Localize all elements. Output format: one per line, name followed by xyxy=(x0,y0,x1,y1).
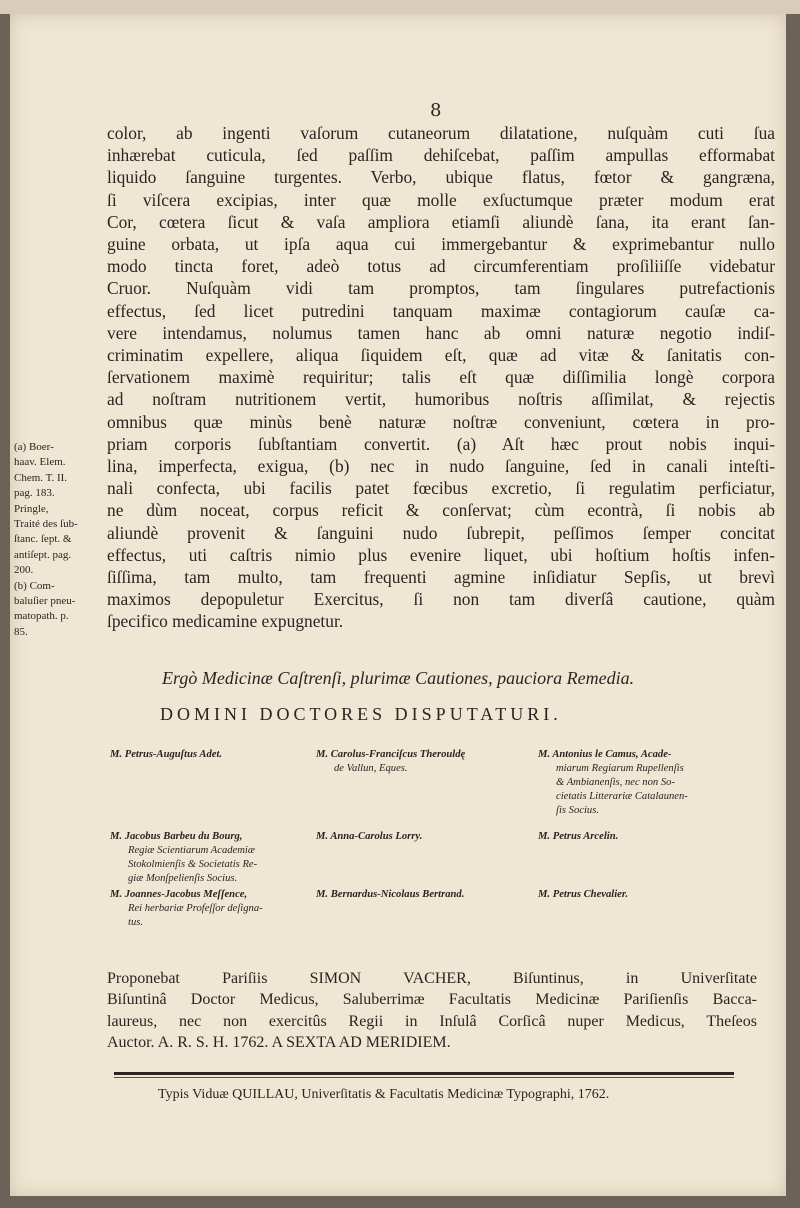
text-line: effectus, uti caſtris nimio plus evenire liquet, ubi hoſtium hoſtis infen- xyxy=(107,544,775,565)
text-line: modo tincta foret, adeò totus ad circumferentiam proſiliiſſe videbatur xyxy=(107,256,775,277)
text-line: ſervationem maximè requiritur; talis eſt quæ diſſimilia longè corpora xyxy=(107,367,775,388)
margin-note-line: haav. Elem. xyxy=(14,456,66,469)
doctor-title-line: de Vallun, Eques. xyxy=(334,763,408,774)
margin-note-line: matopath. p. xyxy=(14,610,69,623)
doctor-name: M. Petrus Arcelin. xyxy=(538,831,619,842)
text-line: priam corporis ſubſtantiam convertit. (a) Aſt hæc prout nobis inqui- xyxy=(107,433,775,454)
margin-note-line: 85. xyxy=(14,625,28,638)
text-line: nali confecta, ubi facilis patet fœcibus excretio, ſi regulatim perficiatur, xyxy=(107,478,775,499)
proponebat-paragraph xyxy=(107,968,757,1054)
text-line: aliundè provenit & ſanguini nudo ſubrepit, peſſimos ſemper concitat xyxy=(107,522,775,543)
doctor-title-line: ſis Socius. xyxy=(556,805,599,816)
doctor-name: M. Anna-Carolus Lorry. xyxy=(316,831,423,842)
doctor-name: M. Petrus Chevalier. xyxy=(538,889,629,900)
margin-note-line: (a) Boer- xyxy=(14,441,54,453)
divider-rule-thin xyxy=(114,1077,734,1078)
text-line: omnibus quæ minùs benè naturæ noſtræ conveniunt, cœtera in pro- xyxy=(107,411,775,432)
divider-rule xyxy=(114,1072,734,1075)
doctor-name: M. Carolus-Franciſcus Therouldę xyxy=(316,749,466,760)
text-line: lina, imperfecta, exigua, (b) nec in nudo ſanguine, ſed in canali inteſti- xyxy=(107,456,775,477)
doctor-name: M. Jacobus Barbeu du Bourg, xyxy=(110,831,243,842)
doctor-title-line: tus. xyxy=(128,917,144,928)
doctor-entry xyxy=(538,830,618,844)
text-line: Cor, cœtera ſicut & vaſa ampliora etiamſi aliundè ſana, ita erant ſan- xyxy=(107,211,775,232)
text-line: ſpecifico medicamine expugnetur. xyxy=(107,611,344,632)
doctor-title-line: Rei herbariæ Profeſſor deſigna- xyxy=(128,903,263,914)
text-line: ſiſſima, tam multo, tam frequenti agmine inſidiatur Sepſis, ut brevì xyxy=(107,567,775,588)
margin-note-line: Chem. T. II. xyxy=(14,471,68,484)
doctor-entry xyxy=(110,830,257,886)
text-line: liquido ſanguine turgentes. Verbo, ubique flatus, fœtor & gangræna, xyxy=(107,167,775,188)
text-line: vere intendamus, nolumus tamen hanc ab omni naturæ negotio indiſ- xyxy=(107,322,775,343)
main-body-text xyxy=(107,122,775,633)
proponebat-line: Biſuntinâ Doctor Medicus, Saluberrimæ Facultatis Medicinæ Pariſienſis Bacca- xyxy=(107,991,757,1009)
scan-top-edge xyxy=(0,0,800,14)
margin-note-line: pag. 183. xyxy=(14,487,55,500)
margin-footnotes xyxy=(14,440,108,640)
doctor-entry xyxy=(316,748,465,776)
doctor-entry xyxy=(316,888,464,902)
doctor-entry xyxy=(538,888,628,902)
margin-note-line: baluſier pneu- xyxy=(14,595,76,608)
doctor-title-line: giæ Monſpelienſis Socius. xyxy=(128,873,238,884)
text-line: maximos depopuletur Exercitus, ſi non tam diverſâ cautione, quàm xyxy=(107,589,775,610)
doctors-heading: DOMINI DOCTORES DISPUTATURI. xyxy=(160,704,562,724)
doctor-title-line: cietatis Litterariæ Catalaunen- xyxy=(556,791,688,802)
doctor-entry xyxy=(110,748,222,762)
text-line: criminatim expellere, aliqua ſiquidem eſt, quæ ad vitæ & ſanitatis con- xyxy=(107,345,775,366)
printer-imprint: Typis Viduæ QUILLAU, Univerſitatis & Facultatis Medicinæ Typographi, 1762. xyxy=(158,1087,610,1102)
proponebat-line: Auctor. A. R. S. H. 1762. A SEXTA AD MERIDIEM. xyxy=(107,1034,451,1052)
doctor-name: M. Joannes-Jacobus Meſſence, xyxy=(110,889,248,900)
margin-note-line: 200. xyxy=(14,564,34,577)
doctor-title-line: Regiæ Scientiarum Academiæ xyxy=(128,845,255,856)
margin-note-line: Traité des ſub- xyxy=(14,518,78,531)
text-line: Cruor. Nuſquàm vidi tam promptos, tam ſingulares putrefactionis xyxy=(107,278,775,299)
doctor-title-line: miarum Regiarum Rupellenſis xyxy=(556,763,684,774)
proponebat-line: Proponebat Pariſiis SIMON VACHER, Biſuntinus, in Univerſitate xyxy=(107,970,757,987)
text-line: effectus, ſed licet putredini tanquam maximæ contagiorum cauſæ ca- xyxy=(107,300,775,321)
margin-note-line: (b) Com- xyxy=(14,579,55,592)
text-line: inhærebat cuticula, ſed paſſim dehiſcebat, paſſim ampullas efformabat xyxy=(107,145,775,166)
text-line: guine orbata, ut ipſa aqua cui immergebantur & exprimebantur nullo xyxy=(107,234,775,255)
text-line: ad noſtram nutritionem vertit, humoribus noſtris aſſimilat, & rejectis xyxy=(107,389,775,410)
doctor-entry xyxy=(316,830,422,844)
margin-note-line: ſtanc. ſept. & xyxy=(14,533,72,546)
doctor-name: M. Bernardus-Nicolaus Bertrand. xyxy=(316,889,465,900)
doctor-name: M. Petrus-Auguſtus Adet. xyxy=(110,749,223,760)
margin-note-line: Pringle, xyxy=(14,502,49,515)
proponebat-line: laureus, nec non exercitûs Regii in Inſulâ Corſicâ nuper Medicus, Theſeos xyxy=(107,1012,757,1030)
text-line: ſi viſcera excipias, inter quæ molle exſuctumque præter modum erat xyxy=(107,189,775,210)
doctor-entry xyxy=(538,748,688,818)
doctor-entry xyxy=(110,888,263,930)
text-line: color, ab ingenti vaſorum cutaneorum dilatatione, nuſquàm cuti ſua xyxy=(107,123,775,143)
margin-note-line: antiſept. pag. xyxy=(14,548,72,561)
text-line: ne dùm noceat, corpus reficit & conſervat; cùm econtrà, ſi nobis ab xyxy=(107,500,775,521)
doctor-title-line: Stokolmienſis & Societatis Re- xyxy=(128,859,258,870)
doctor-title-line: & Ambianenſis, nec non So- xyxy=(556,777,675,788)
thesis-statement: Ergò Medicinæ Caſtrenſi, plurimæ Cautiones, pauciora Remedia. xyxy=(162,668,635,688)
doctor-name: M. Antonius le Camus, Acade- xyxy=(538,749,672,760)
page-number: 8 xyxy=(430,100,442,121)
